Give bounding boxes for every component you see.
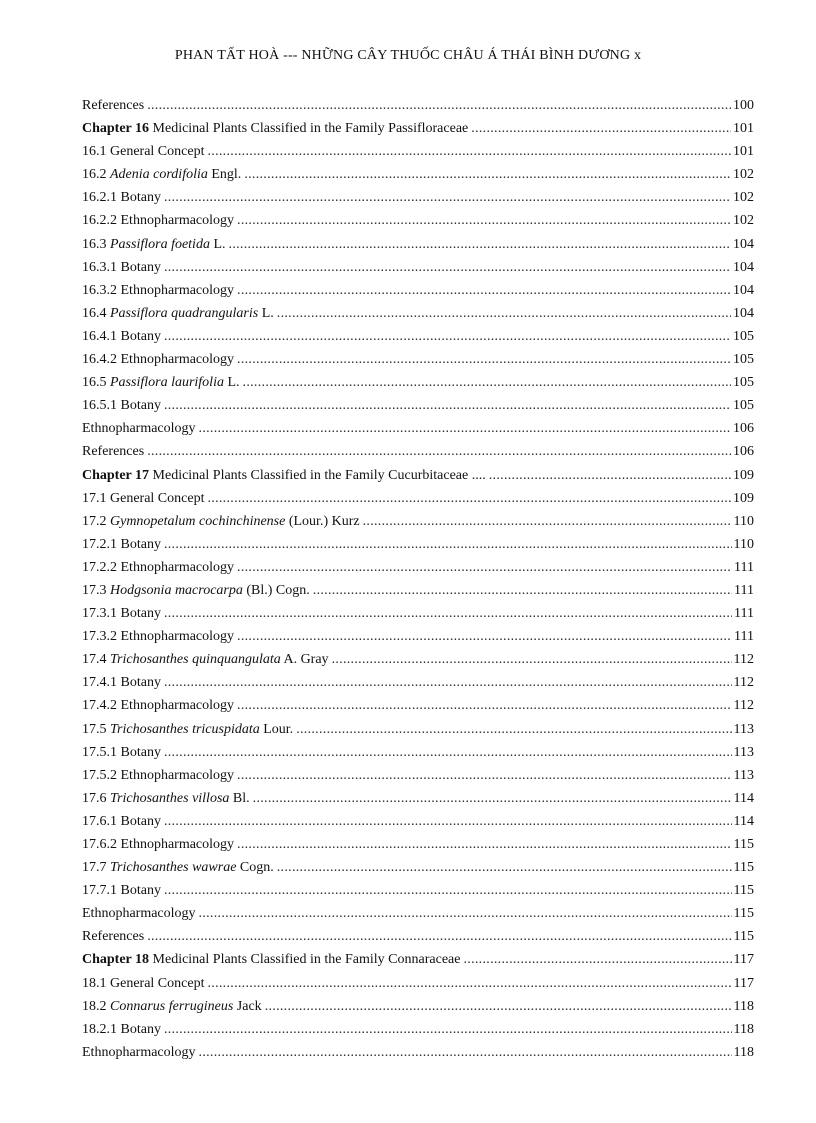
page-number: 111 bbox=[734, 629, 754, 645]
entry-text: 17.1 General Concept bbox=[82, 490, 205, 506]
toc-entry-title bbox=[82, 972, 207, 995]
chapter-label: Chapter 17 bbox=[82, 467, 150, 483]
toc-entry-title bbox=[82, 209, 237, 232]
page-number: 115 bbox=[733, 837, 754, 852]
toc-entry-title bbox=[82, 94, 147, 117]
page-number: 118 bbox=[733, 998, 754, 1014]
page-number: 117 bbox=[733, 952, 754, 968]
dot-leader bbox=[265, 995, 732, 1018]
species-name: Hodgsonia macrocarpa bbox=[110, 582, 243, 598]
entry-text: 17.6.2 Ethnopharmacology bbox=[82, 837, 235, 852]
toc-entry-title bbox=[82, 487, 207, 510]
toc-entry-title bbox=[82, 925, 147, 948]
page-number: 109 bbox=[733, 490, 754, 506]
dot-leader bbox=[244, 163, 731, 186]
toc-entry bbox=[82, 186, 754, 209]
toc-entry-title bbox=[82, 348, 237, 371]
toc-entry-title bbox=[82, 718, 296, 741]
dot-leader bbox=[237, 209, 731, 232]
dot-leader bbox=[164, 186, 731, 209]
toc-entry bbox=[82, 810, 754, 833]
page-number: 117 bbox=[733, 975, 754, 991]
dot-leader bbox=[296, 718, 731, 741]
entry-text: L. bbox=[209, 236, 226, 252]
toc-entry bbox=[82, 348, 754, 371]
toc-entry-title bbox=[82, 879, 164, 902]
dot-leader bbox=[237, 625, 732, 648]
toc-entry-title bbox=[82, 741, 164, 764]
toc-entry bbox=[82, 625, 754, 648]
dot-leader bbox=[164, 394, 731, 417]
toc-entry-title bbox=[82, 464, 489, 487]
entry-text: Jack bbox=[233, 998, 262, 1014]
dot-leader bbox=[164, 879, 732, 902]
toc-entry bbox=[82, 464, 754, 487]
toc-entry-title bbox=[82, 764, 237, 787]
toc-entry-title bbox=[82, 1041, 199, 1064]
species-name: Connarus ferrugineus bbox=[110, 998, 234, 1014]
toc-entry bbox=[82, 440, 754, 463]
entry-text: Ethnopharmacology bbox=[82, 1044, 196, 1060]
entry-text: 17.5.1 Botany bbox=[82, 744, 161, 760]
page-number: 114 bbox=[733, 790, 754, 806]
toc-entry bbox=[82, 279, 754, 302]
toc-entry-title bbox=[82, 625, 237, 648]
toc-entry-title bbox=[82, 995, 265, 1018]
entry-text: 16.2.1 Botany bbox=[82, 190, 161, 206]
entry-text: L. bbox=[258, 305, 274, 321]
toc-entry bbox=[82, 417, 754, 440]
dot-leader bbox=[277, 302, 731, 325]
dot-leader bbox=[207, 140, 731, 163]
entry-text: 17.7.1 Botany bbox=[82, 883, 161, 899]
toc-entry-title bbox=[82, 648, 332, 671]
page-number: 118 bbox=[733, 1044, 754, 1060]
toc-entry bbox=[82, 995, 754, 1018]
dot-leader bbox=[463, 948, 731, 971]
toc-entry bbox=[82, 602, 754, 625]
toc-entry bbox=[82, 694, 754, 717]
entry-text: Ethnopharmacology bbox=[82, 906, 196, 922]
toc-entry bbox=[82, 325, 754, 348]
toc-entry-title bbox=[82, 671, 164, 694]
toc-entry bbox=[82, 533, 754, 556]
entry-text: 16.4 bbox=[82, 305, 110, 321]
page-number: 115 bbox=[733, 906, 754, 922]
entry-text: (Lour.) Kurz bbox=[285, 513, 360, 529]
species-name: Adenia cordifolia bbox=[110, 167, 208, 183]
entry-text: 17.3 bbox=[82, 582, 110, 598]
toc-entry-title bbox=[82, 186, 164, 209]
toc-entry bbox=[82, 579, 754, 602]
running-header: PHAN TẤT HOÀ --- NHỮNG CÂY THUỐC CHÂU Á THÁI BÌNH DƯƠNG x bbox=[174, 48, 642, 63]
dot-leader bbox=[164, 533, 732, 556]
page-number: 102 bbox=[733, 167, 754, 183]
dot-leader bbox=[243, 371, 731, 394]
toc-entry bbox=[82, 833, 754, 856]
page-number: 111 bbox=[734, 606, 754, 622]
page-number: 106 bbox=[733, 421, 754, 437]
entry-text: Medicinal Plants Classified in the Family Connaraceae bbox=[149, 952, 461, 968]
page-number: 113 bbox=[733, 721, 754, 737]
toc-entry-title bbox=[82, 163, 244, 186]
toc-entry bbox=[82, 764, 754, 787]
entry-text: Lour. bbox=[259, 721, 294, 737]
page-number: 114 bbox=[733, 813, 754, 829]
toc-entry-title bbox=[82, 417, 199, 440]
entry-text: 16.2 bbox=[82, 167, 110, 183]
toc-entry bbox=[82, 94, 754, 117]
toc-entry-title bbox=[82, 602, 164, 625]
entry-text: Medicinal Plants Classified in the Family Passifloraceae bbox=[149, 121, 469, 137]
page-number: 106 bbox=[733, 444, 754, 460]
dot-leader bbox=[164, 741, 732, 764]
entry-text: 16.4.1 Botany bbox=[82, 328, 161, 344]
page-number: 111 bbox=[734, 559, 754, 575]
toc-entry bbox=[82, 1018, 754, 1041]
page-number: 104 bbox=[733, 305, 754, 321]
toc-entry-title bbox=[82, 510, 363, 533]
toc-entry bbox=[82, 718, 754, 741]
dot-leader bbox=[363, 510, 732, 533]
toc-entry bbox=[82, 233, 754, 256]
toc-entry bbox=[82, 902, 754, 925]
entry-text: 17.5 bbox=[82, 721, 110, 737]
toc-entry bbox=[82, 925, 754, 948]
dot-leader bbox=[471, 117, 731, 140]
species-name: Trichosanthes villosa bbox=[110, 790, 230, 806]
dot-leader bbox=[237, 694, 731, 717]
page-number: 105 bbox=[733, 398, 754, 414]
toc-entry bbox=[82, 371, 754, 394]
dot-leader bbox=[237, 764, 731, 787]
species-name: Trichosanthes wawrae bbox=[110, 860, 237, 876]
entry-text: 16.3.2 Ethnopharmacology bbox=[82, 282, 235, 298]
dot-leader bbox=[207, 487, 731, 510]
dot-leader bbox=[277, 856, 732, 879]
dot-leader bbox=[164, 325, 731, 348]
page-number: 105 bbox=[733, 328, 754, 344]
page-number: 105 bbox=[733, 352, 754, 368]
dot-leader bbox=[237, 833, 731, 856]
entry-text: 17.6.1 Botany bbox=[82, 813, 161, 829]
entry-text: 17.4 bbox=[82, 652, 110, 668]
entry-text: 16.5 bbox=[82, 375, 110, 391]
page-number: 104 bbox=[733, 282, 754, 298]
entry-text: 17.2 bbox=[82, 513, 110, 529]
toc-entry-title bbox=[82, 787, 253, 810]
dot-leader bbox=[147, 925, 731, 948]
species-name: Trichosanthes tricuspidata bbox=[110, 721, 260, 737]
dot-leader bbox=[237, 279, 731, 302]
toc-entry-title bbox=[82, 233, 229, 256]
entry-text: Bl. bbox=[229, 790, 250, 806]
dot-leader bbox=[164, 602, 732, 625]
page-number: 115 bbox=[733, 929, 754, 945]
entry-text: 17.2.1 Botany bbox=[82, 536, 161, 552]
dot-leader bbox=[229, 233, 731, 256]
toc-entry-title bbox=[82, 256, 164, 279]
toc-entry-title bbox=[82, 371, 243, 394]
toc-entry-title bbox=[82, 117, 471, 140]
toc-entry bbox=[82, 972, 754, 995]
entry-text: 17.4.1 Botany bbox=[82, 675, 161, 691]
page-number: 115 bbox=[733, 860, 754, 876]
page-number: 118 bbox=[733, 1021, 754, 1037]
toc-entry-title bbox=[82, 579, 313, 602]
page-number: 113 bbox=[733, 744, 754, 760]
entry-text: 17.5.2 Ethnopharmacology bbox=[82, 767, 235, 783]
table-of-contents bbox=[82, 94, 754, 1064]
entry-text: 16.3.1 Botany bbox=[82, 259, 161, 275]
page-number: 100 bbox=[733, 98, 754, 113]
toc-entry bbox=[82, 879, 754, 902]
entry-text: 16.3 bbox=[82, 236, 110, 252]
entry-text: 16.4.2 Ethnopharmacology bbox=[82, 352, 235, 368]
toc-entry-title bbox=[82, 948, 463, 971]
page-number: 101 bbox=[733, 121, 754, 137]
entry-text: References bbox=[82, 98, 145, 113]
toc-entry-title bbox=[82, 279, 237, 302]
toc-entry bbox=[82, 140, 754, 163]
entry-text: References bbox=[82, 444, 145, 460]
toc-entry-title bbox=[82, 440, 147, 463]
dot-leader bbox=[164, 671, 732, 694]
toc-entry bbox=[82, 302, 754, 325]
page-number: 102 bbox=[733, 190, 754, 206]
entry-text: 18.2 bbox=[82, 998, 110, 1014]
entry-text: 16.1 General Concept bbox=[82, 144, 205, 160]
entry-text: 17.6 bbox=[82, 790, 110, 806]
page-number: 112 bbox=[733, 652, 754, 668]
toc-entry-title bbox=[82, 140, 207, 163]
toc-entry-title bbox=[82, 533, 164, 556]
toc-entry bbox=[82, 487, 754, 510]
chapter-label: Chapter 18 bbox=[82, 952, 150, 968]
toc-entry bbox=[82, 741, 754, 764]
species-name: Trichosanthes quinquangulata bbox=[110, 652, 281, 668]
dot-leader bbox=[253, 787, 732, 810]
toc-entry bbox=[82, 787, 754, 810]
toc-entry bbox=[82, 510, 754, 533]
toc-entry-title bbox=[82, 902, 199, 925]
dot-leader bbox=[237, 556, 732, 579]
entry-text: 18.1 General Concept bbox=[82, 975, 205, 991]
page-number: 115 bbox=[733, 883, 754, 899]
toc-entry-title bbox=[82, 856, 277, 879]
dot-leader bbox=[164, 810, 732, 833]
entry-text: 17.3.2 Ethnopharmacology bbox=[82, 629, 235, 645]
page-number: 112 bbox=[733, 698, 754, 714]
toc-entry bbox=[82, 556, 754, 579]
dot-leader bbox=[489, 464, 731, 487]
toc-entry-title bbox=[82, 302, 277, 325]
dot-leader bbox=[199, 417, 731, 440]
species-name: Passiflora laurifolia bbox=[110, 375, 224, 391]
dot-leader bbox=[207, 972, 731, 995]
entry-text: References bbox=[82, 929, 145, 945]
page-number: 112 bbox=[733, 675, 754, 691]
page-number: 104 bbox=[733, 259, 754, 275]
toc-entry-title bbox=[82, 556, 237, 579]
entry-text: Ethnopharmacology bbox=[82, 421, 196, 437]
page-number: 109 bbox=[733, 467, 754, 483]
entry-text: 17.2.2 Ethnopharmacology bbox=[82, 559, 235, 575]
dot-leader bbox=[147, 94, 731, 117]
entry-text: Engl. bbox=[207, 167, 242, 183]
entry-text: 17.4.2 Ethnopharmacology bbox=[82, 698, 235, 714]
entry-text: 16.2.2 Ethnopharmacology bbox=[82, 213, 235, 229]
dot-leader bbox=[199, 1041, 732, 1064]
toc-entry bbox=[82, 856, 754, 879]
species-name: Gymnopetalum cochinchinense bbox=[110, 513, 286, 529]
page-number: 113 bbox=[733, 767, 754, 783]
toc-entry-title bbox=[82, 833, 237, 856]
entry-text: L. bbox=[223, 375, 240, 391]
dot-leader bbox=[313, 579, 732, 602]
toc-entry-title bbox=[82, 325, 164, 348]
toc-entry-title bbox=[82, 810, 164, 833]
toc-entry bbox=[82, 209, 754, 232]
species-name: Passiflora quadrangularis bbox=[110, 305, 259, 321]
entry-text: 18.2.1 Botany bbox=[82, 1021, 161, 1037]
dot-leader bbox=[199, 902, 732, 925]
dot-leader bbox=[164, 1018, 732, 1041]
page-number: 110 bbox=[733, 513, 754, 529]
species-name: Passiflora foetida bbox=[110, 236, 210, 252]
entry-text: A. Gray bbox=[280, 652, 329, 668]
entry-text: Medicinal Plants Classified in the Family Cucurbitaceae .... bbox=[149, 467, 486, 483]
entry-text: (Bl.) Cogn. bbox=[242, 582, 310, 598]
toc-entry bbox=[82, 256, 754, 279]
page-number: 104 bbox=[733, 236, 754, 252]
toc-entry bbox=[82, 671, 754, 694]
toc-entry bbox=[82, 394, 754, 417]
page-number: 111 bbox=[734, 582, 754, 598]
toc-entry-title bbox=[82, 394, 164, 417]
dot-leader bbox=[332, 648, 732, 671]
toc-entry bbox=[82, 163, 754, 186]
toc-entry bbox=[82, 117, 754, 140]
page-number: 105 bbox=[733, 375, 754, 391]
toc-entry bbox=[82, 1041, 754, 1064]
entry-text: 17.3.1 Botany bbox=[82, 606, 161, 622]
entry-text: 17.7 bbox=[82, 860, 110, 876]
dot-leader bbox=[164, 256, 731, 279]
page-number: 102 bbox=[733, 213, 754, 229]
entry-text: 16.5.1 Botany bbox=[82, 398, 161, 414]
entry-text: Cogn. bbox=[236, 860, 274, 876]
page-number: 101 bbox=[733, 144, 754, 160]
chapter-label: Chapter 16 bbox=[82, 121, 150, 137]
page-number: 110 bbox=[733, 536, 754, 552]
toc-entry bbox=[82, 948, 754, 971]
toc-entry bbox=[82, 648, 754, 671]
toc-entry-title bbox=[82, 1018, 164, 1041]
dot-leader bbox=[237, 348, 731, 371]
toc-entry-title bbox=[82, 694, 237, 717]
dot-leader bbox=[147, 440, 731, 463]
